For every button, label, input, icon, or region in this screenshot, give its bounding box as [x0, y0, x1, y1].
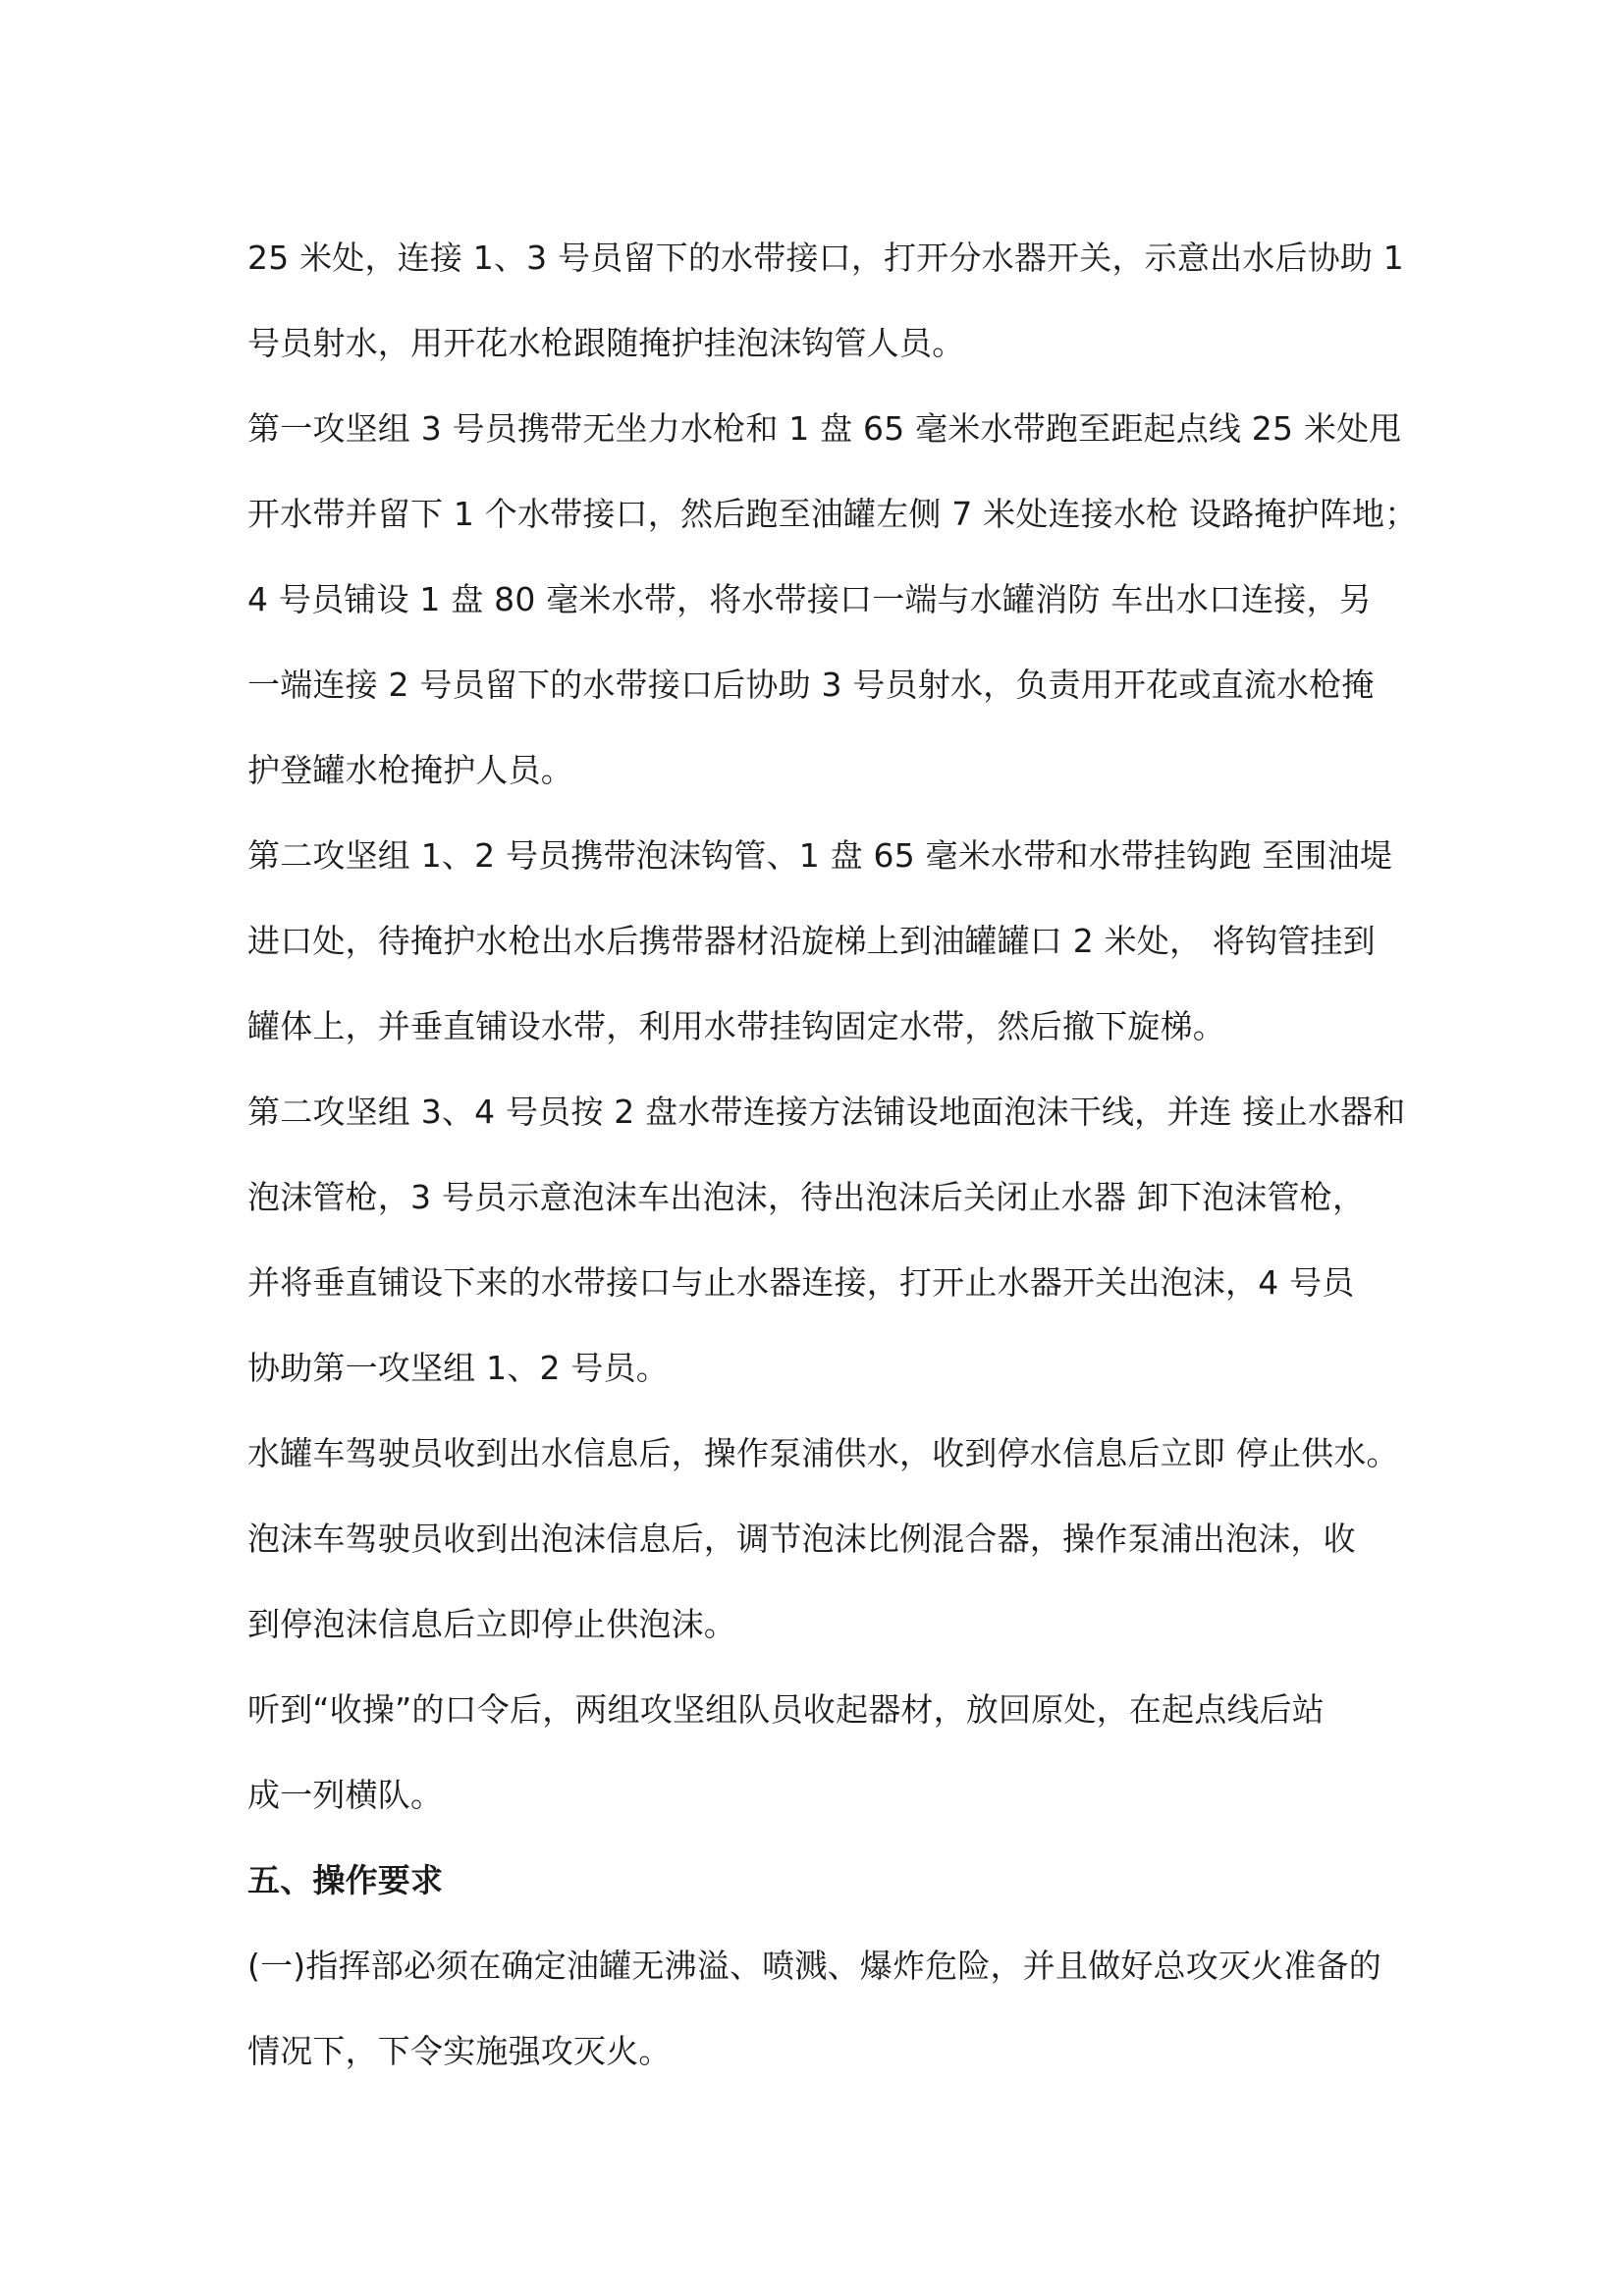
text-line: 护登罐水枪掩护人员。: [247, 751, 573, 789]
text-line: 进口处，待掩护水枪出水后携带器材沿旋梯上到油罐罐口 2 米处， 将钩管挂到: [247, 922, 1376, 960]
text-line: 到停泡沫信息后立即停止供泡沫。: [247, 1605, 736, 1643]
text-line: 一端连接 2 号员留下的水带接口后协助 3 号员射水，负责用开花或直流水枪掩: [247, 666, 1375, 704]
text-line: 罐体上，并垂直铺设水带，利用水带挂钩固定水带，然后撤下旋梯。: [247, 1007, 1225, 1045]
text-line: 第一攻坚组 3 号员携带无坐力水枪和 1 盘 65 毫米水带跑至距起点线 25 米处甩: [247, 409, 1402, 448]
text-line: 协助第一攻坚组 1、2 号员。: [247, 1349, 669, 1387]
text-line: 情况下，下令实施强攻灭火。: [247, 2032, 672, 2070]
text-line: 泡沫车驾驶员收到出泡沫信息后，调节泡沫比例混合器，操作泵浦出泡沫，收: [247, 1520, 1356, 1558]
text-line: 25 米处，连接 1、3 号员留下的水带接口，打开分水器开关，示意出水后协助 1: [247, 239, 1404, 277]
text-line: 听到“收操”的口令后，两组攻坚组队员收起器材，放回原处，在起点线后站: [247, 1690, 1325, 1729]
text-line: 泡沫管枪，3 号员示意泡沫车出泡沫，待出泡沫后关闭止水器 卸下泡沫管枪，: [247, 1178, 1366, 1216]
text-line: 并将垂直铺设下来的水带接口与止水器连接，打开止水器开关出泡沫，4 号员: [247, 1263, 1355, 1302]
text-line: 水罐车驾驶员收到出水信息后，操作泵浦供水，收到停水信息后立即 停止供水。: [247, 1434, 1399, 1472]
text-line: 第二攻坚组 3、4 号员按 2 盘水带连接方法铺设地面泡沫干线，并连 接止水器和: [247, 1093, 1406, 1131]
text-line: 4 号员铺设 1 盘 80 毫米水带，将水带接口一端与水罐消防 车出水口连接，另: [247, 580, 1372, 618]
text-line: 开水带并留下 1 个水带接口，然后跑至油罐左侧 7 米处连接水枪 设路掩护阵地；: [247, 495, 1418, 533]
text-line: 成一列横队。: [247, 1776, 444, 1814]
section-heading: 五、操作要求: [247, 1861, 444, 1899]
text-line: (一)指挥部必须在确定油罐无沸溢、喷溅、爆炸危险，并且做好总攻灭火准备的: [247, 1947, 1381, 1985]
text-line: 号员射水，用开花水枪跟随掩护挂泡沫钩管人员。: [247, 324, 965, 362]
text-line: 第二攻坚组 1、2 号员携带泡沫钩管、1 盘 65 毫米水带和水带挂钩跑 至围油堤: [247, 836, 1393, 875]
